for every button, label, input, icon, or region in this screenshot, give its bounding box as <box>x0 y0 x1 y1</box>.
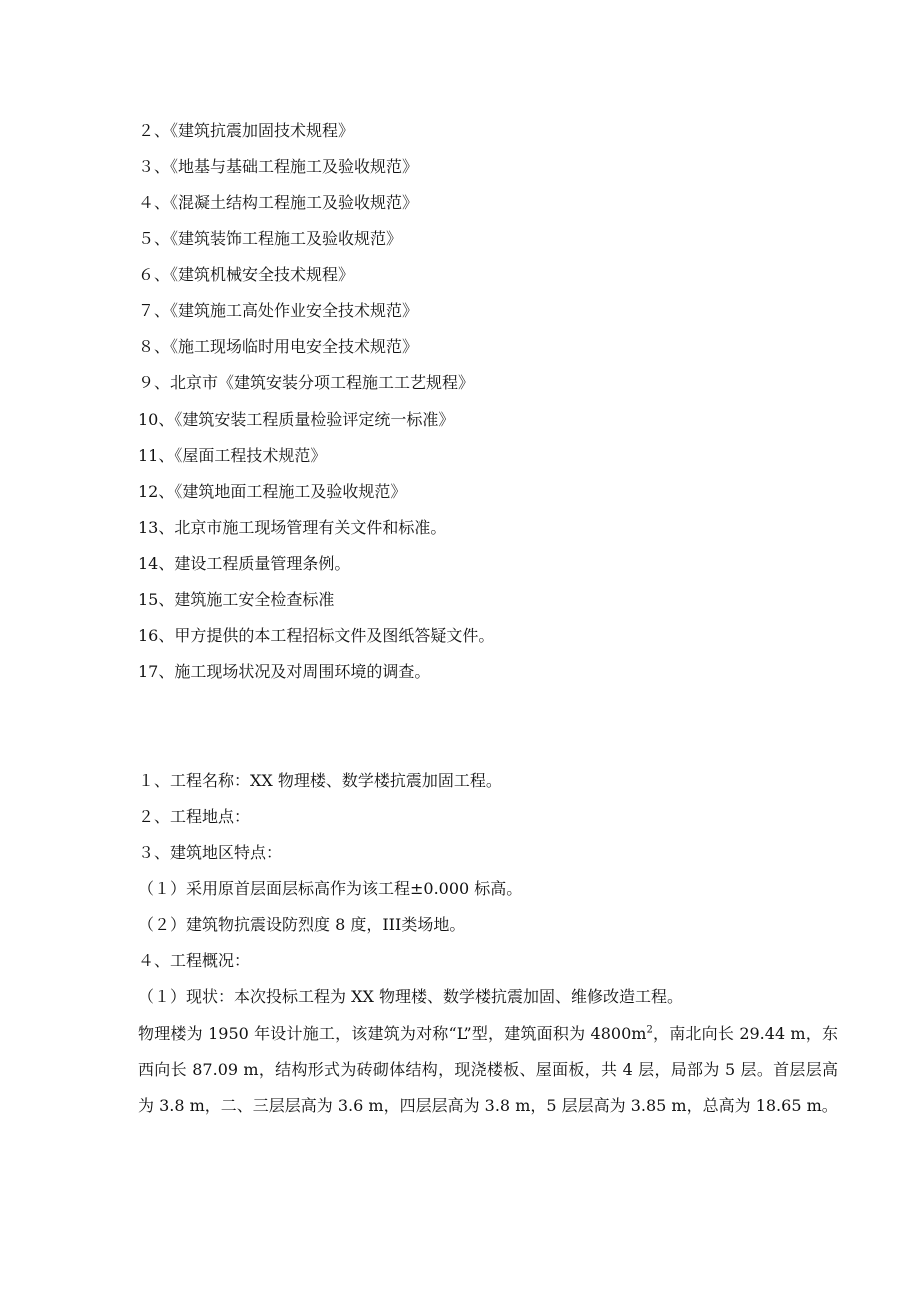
overview-project-location: ２、工程地点： <box>138 807 251 826</box>
overview-project-summary: ４、工程概况： <box>138 951 251 970</box>
reference-item-6: ６、《建筑机械安全技术规程》 <box>138 265 355 284</box>
description-text-start: 物理楼为 1950 年设计施工，该建筑为对称“L”型，建筑面积为 4800m <box>138 1024 647 1043</box>
reference-item-3: ３、《地基与基础工程施工及验收规范》 <box>138 157 419 176</box>
overview-project-name: １、工程名称：XX 物理楼、数学楼抗震加固工程。 <box>138 771 502 790</box>
reference-item-4: ４、《混凝土结构工程施工及验收规范》 <box>138 193 419 212</box>
reference-item-16: 16、甲方提供的本工程招标文件及图纸答疑文件。 <box>138 626 495 645</box>
overview-feature-seismic: （２）建筑物抗震设防烈度 8 度，III类场地。 <box>138 915 466 934</box>
reference-item-2: ２、《建筑抗震加固技术规程》 <box>138 121 355 140</box>
reference-item-10: 10、《建筑安装工程质量检验评定统一标准》 <box>138 410 455 429</box>
reference-item-17: 17、施工现场状况及对周围环境的调查。 <box>138 662 431 681</box>
overview-current-status: （１）现状：本次投标工程为 XX 物理楼、数学楼抗震加固、维修改造工程。 <box>138 987 683 1006</box>
reference-item-15: 15、建筑施工安全检查标准 <box>138 590 335 609</box>
reference-item-8: ８、《施工现场临时用电安全技术规范》 <box>138 337 419 356</box>
reference-item-13: 13、北京市施工现场管理有关文件和标准。 <box>138 518 447 537</box>
reference-item-14: 14、建设工程质量管理条例。 <box>138 554 351 573</box>
building-description-paragraph <box>138 1016 838 1124</box>
reference-item-9: ９、北京市《建筑安装分项工程施工工艺规程》 <box>138 373 475 392</box>
description-text-end: ，南北向长 29.44 m，东西向长 87.09 m，结构形式为砖砌体结构，现浇楼板、屋面板，共 4 层，局部为 5 层。首层层高为 3.8 m，二、三层层高为 3.6 m，四层层高为 3.8 m，5 层层高为 3.85 m，总高为 18.65 m。 <box>138 1024 838 1115</box>
overview-site-features: ３、建筑地区特点： <box>138 843 283 862</box>
area-unit-superscript: 2 <box>646 1024 653 1036</box>
reference-item-5: ５、《建筑装饰工程施工及验收规范》 <box>138 229 403 248</box>
reference-item-11: 11、《屋面工程技术规范》 <box>138 446 327 465</box>
overview-feature-elevation: （１）采用原首层面层标高作为该工程±0.000 标高。 <box>138 879 523 898</box>
reference-item-7: ７、《建筑施工高处作业安全技术规范》 <box>138 301 419 320</box>
reference-item-12: 12、《建筑地面工程施工及验收规范》 <box>138 482 407 501</box>
